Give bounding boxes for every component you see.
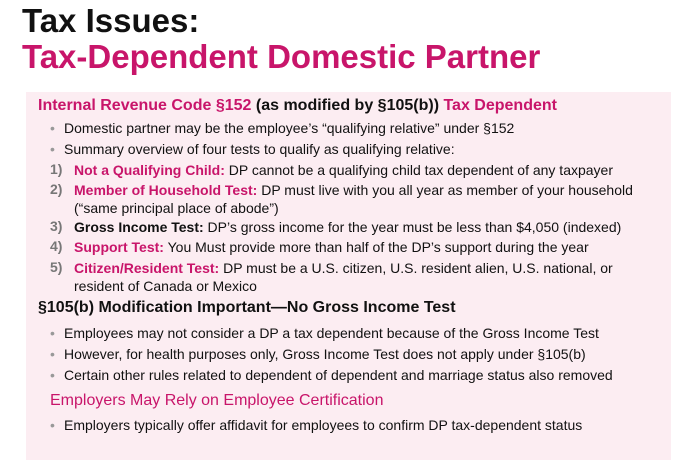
test-text: You Must provide more than half of the DP’s support during the year bbox=[163, 239, 589, 255]
bullet-icon: • bbox=[50, 417, 55, 433]
test-number: 2) bbox=[50, 181, 63, 197]
test-number: 5) bbox=[50, 259, 63, 275]
bullet-text: Summary overview of four tests to qualify as qualifying relative: bbox=[64, 141, 455, 157]
section-heading-105b: §105(b) Modification Important—No Gross Income Test bbox=[38, 299, 456, 316]
test-text: DP must live with you all year as member of your household (“same principal place of abode”) bbox=[74, 182, 633, 216]
bullet-icon: • bbox=[50, 367, 55, 383]
slide-title-line1: Tax Issues: bbox=[22, 2, 200, 39]
bullet-text: Certain other rules related to dependent of dependent and marriage status also removed bbox=[64, 367, 613, 383]
test-label: Support Test: bbox=[74, 239, 164, 255]
bullet-icon: • bbox=[50, 346, 55, 362]
test-label: Gross Income Test: bbox=[74, 219, 204, 235]
bullet-text: Domestic partner may be the employee’s “qualifying relative” under §152 bbox=[64, 120, 515, 136]
section-heading-certification: Employers May Rely on Employee Certification bbox=[50, 392, 384, 409]
test-label: Not a Qualifying Child: bbox=[74, 162, 225, 178]
bullet-icon: • bbox=[50, 120, 55, 136]
bullet-icon: • bbox=[50, 325, 55, 341]
test-label: Member of Household Test: bbox=[74, 182, 258, 198]
heading-part-modified: (as modified by §105(b)) bbox=[251, 97, 444, 114]
heading-part-code: Internal Revenue Code §152 bbox=[38, 97, 252, 114]
bullet-text: Employers typically offer affidavit for employees to confirm DP tax-dependent status bbox=[64, 417, 583, 433]
test-number: 1) bbox=[50, 161, 63, 177]
section-heading-irc152 bbox=[38, 97, 557, 115]
test-text: DP cannot be a qualifying child tax dependent of any taxpayer bbox=[224, 162, 614, 178]
heading-part-dependent: Tax Dependent bbox=[443, 97, 557, 114]
bullet-text: Employees may not consider a DP a tax dependent because of the Gross Income Test bbox=[64, 325, 599, 341]
bullet-text: However, for health purposes only, Gross Income Test does not apply under §105(b) bbox=[64, 346, 586, 362]
test-number: 4) bbox=[50, 238, 63, 254]
test-label: Citizen/Resident Test: bbox=[74, 260, 220, 276]
test-text: DP’s gross income for the year must be less than $4,050 (indexed) bbox=[203, 219, 622, 235]
test-text: DP must be a U.S. citizen, U.S. resident alien, U.S. national, or resident of Canada or Mexico bbox=[74, 260, 613, 294]
bullet-icon: • bbox=[50, 141, 55, 157]
test-number: 3) bbox=[50, 218, 63, 234]
slide-title-line2: Tax-Dependent Domestic Partner bbox=[22, 38, 541, 75]
